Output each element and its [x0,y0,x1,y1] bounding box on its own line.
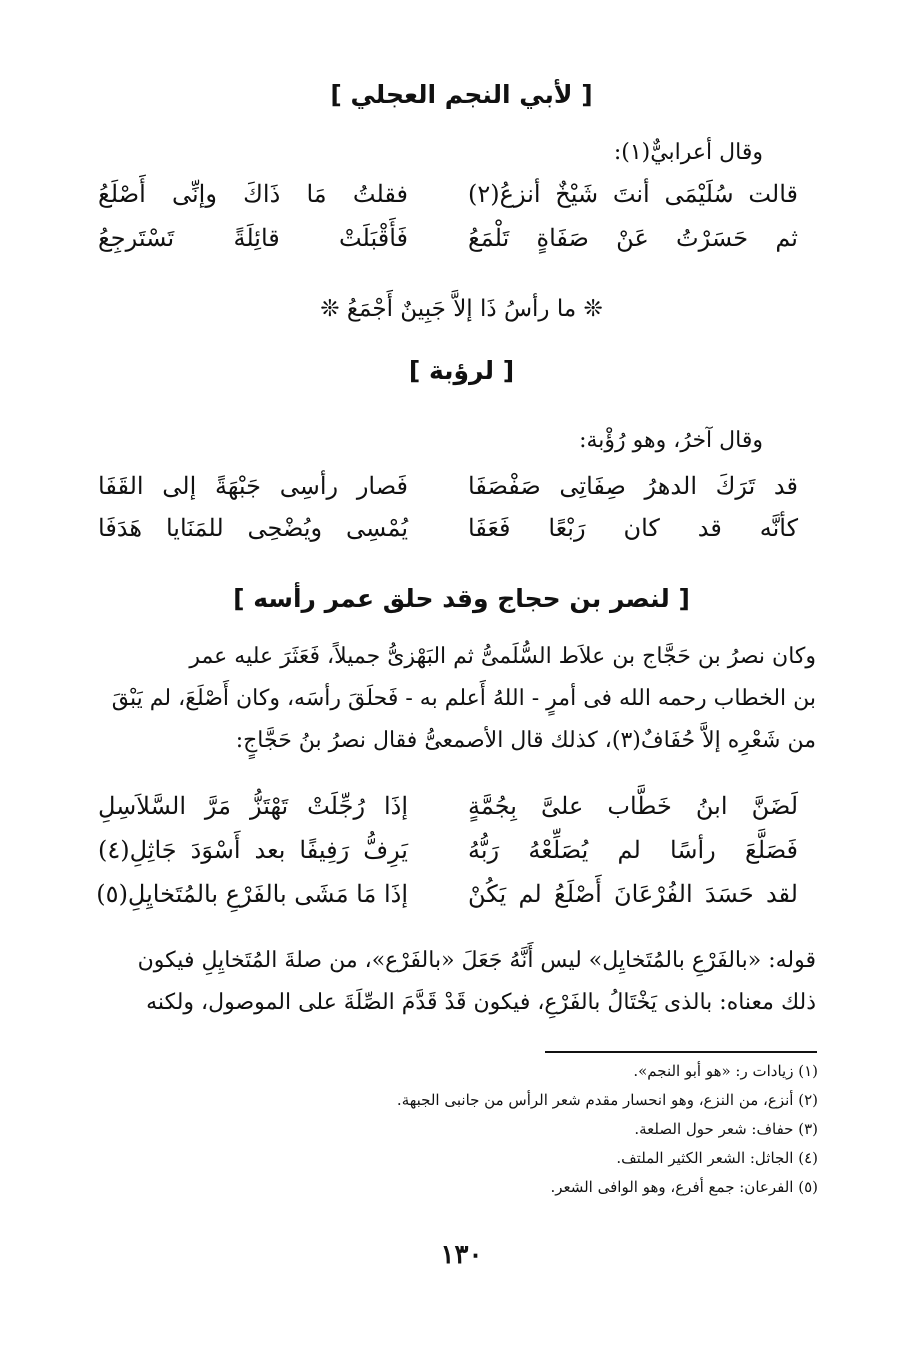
verse-second-hemistich: فَأَقْبَلَتْ قائِلَةً تَسْتَرجِعُ [98,224,408,252]
footnote: (٥) الفرعان: جمع أفرع، وهو الوافى الشعر. [550,1178,818,1196]
verse-second-hemistich: إذَا مَا مَشَى بالفَرْعِ بالمُتَخايِلِ(٥) [96,880,408,908]
verse-first-hemistich: لَضَنَّ ابنُ خَطَّاب علىَّ بِجُمَّةٍ [468,792,798,820]
verse-second-hemistich: يُمْسِى ويُضْحِى للمَنَايا هَدَفَا [98,514,408,542]
verse-line [98,180,798,220]
verse-line [98,836,798,876]
verse-first-hemistich: قالت سُلَيْمَى أنتَ شَيْخٌ أنزعُ(٢) [468,180,798,208]
section-heading-abu-najm: [ لأبي النجم العجلي ] [330,80,593,109]
verse-line [98,472,798,512]
verse-first-hemistich: فَصَلَّعَ رأسًا لم يُصَلِّعْهُ رَبُّهُ [468,836,798,864]
section-heading-ruba: [ لرؤبة ] [408,356,515,385]
intro-line: وقال أعرابيٌّ(١): [613,140,763,165]
page-number: ١٣٠ [440,1240,483,1270]
verse-second-hemistich: يَرِفُّ رَفِيفًا بعد أَسْوَدَ جَاثِلِ(٤) [98,836,408,864]
footnote: (٤) الجاثل: الشعر الكثير الملتف. [616,1149,818,1167]
verse-line [98,514,798,554]
footnote-divider [545,1051,817,1053]
paragraph-line: ذلك معناه: بالذى يَخْتَالُ بالفَرْعِ، فيكون قَدْ قَدَّمَ الصِّلَةَ على الموصول، ولكنه [146,990,816,1015]
paragraph-line: من شَعْرِه إلاَّ حُفَافٌ(٣)، كذلك قال الأصمعىُّ فقال نصرُ بنُ حَجَّاجٍ: [235,728,816,753]
footnote: (٢) أنزع، من النزع، وهو انحسار مقدم شعر الرأس من جانبى الجبهة. [396,1091,818,1109]
paragraph-line: وكان نصرُ بن حَجَّاج بن علاَط السُّلَمىُّ ثم البَهْزىُّ جميلاً، فَعَثَرَ عليه عمر [189,644,816,669]
footnote: (١) زيادات ر: «هو أبو النجم». [633,1062,818,1080]
verse-first-hemistich: كأنَّه قد كان رَبْعًا فَعَفَا [468,514,798,542]
closing-paragraph [78,940,816,1024]
paragraph-line: قوله: «بالفَرْعِ بالمُتَخايِل» ليس أَنَّهُ جَعَلَ «بالفَرْع»، من صلةَ المُتَخايِلِ فيكون [137,948,816,973]
verse-second-hemistich: فقلتُ مَا ذَاكَ وإنِّى أَصْلَعُ [98,180,408,208]
verse-second-hemistich: إذَا رُجِّلَتْ تَهْتَزُّ مَرَّ السَّلاَسِلِ [98,792,408,820]
verse-first-hemistich: ثم حَسَرْتُ عَنْ صَفَاةٍ تَلْمَعُ [468,224,798,252]
prose-paragraph [78,636,816,762]
verse-first-hemistich: قد تَرَكَ الدهرُ صِفَاتِى صَفْصَفَا [468,472,798,500]
intro-line: وقال آخرُ، وهو رُؤْبة: [579,428,763,453]
standalone-verse: ❊ ما رأسُ ذَا إلاَّ جَبِينٌ أَجْمَعُ ❊ [320,296,603,322]
verse-line [98,224,798,264]
footnote: (٣) حفاف: شعر حول الصلعة. [634,1120,818,1138]
verse-second-hemistich: فَصار رأسِى جَبْهَةً إلى القَفَا [98,472,408,500]
section-heading-nasr: [ لنصر بن حجاج وقد حلق عمر رأسه ] [233,584,690,613]
verse-line [98,880,798,920]
verse-first-hemistich: لقد حَسَدَ الفُرْعَانَ أَصْلَعُ لم يَكُنْ [468,880,798,908]
verse-line [98,792,798,832]
paragraph-line: بن الخطاب رحمه الله فى أمرٍ - اللهُ أَعلم به - فَحلَقَ رأسَه، وكان أَصْلَعَ، لم يَبْقَ [111,686,816,711]
